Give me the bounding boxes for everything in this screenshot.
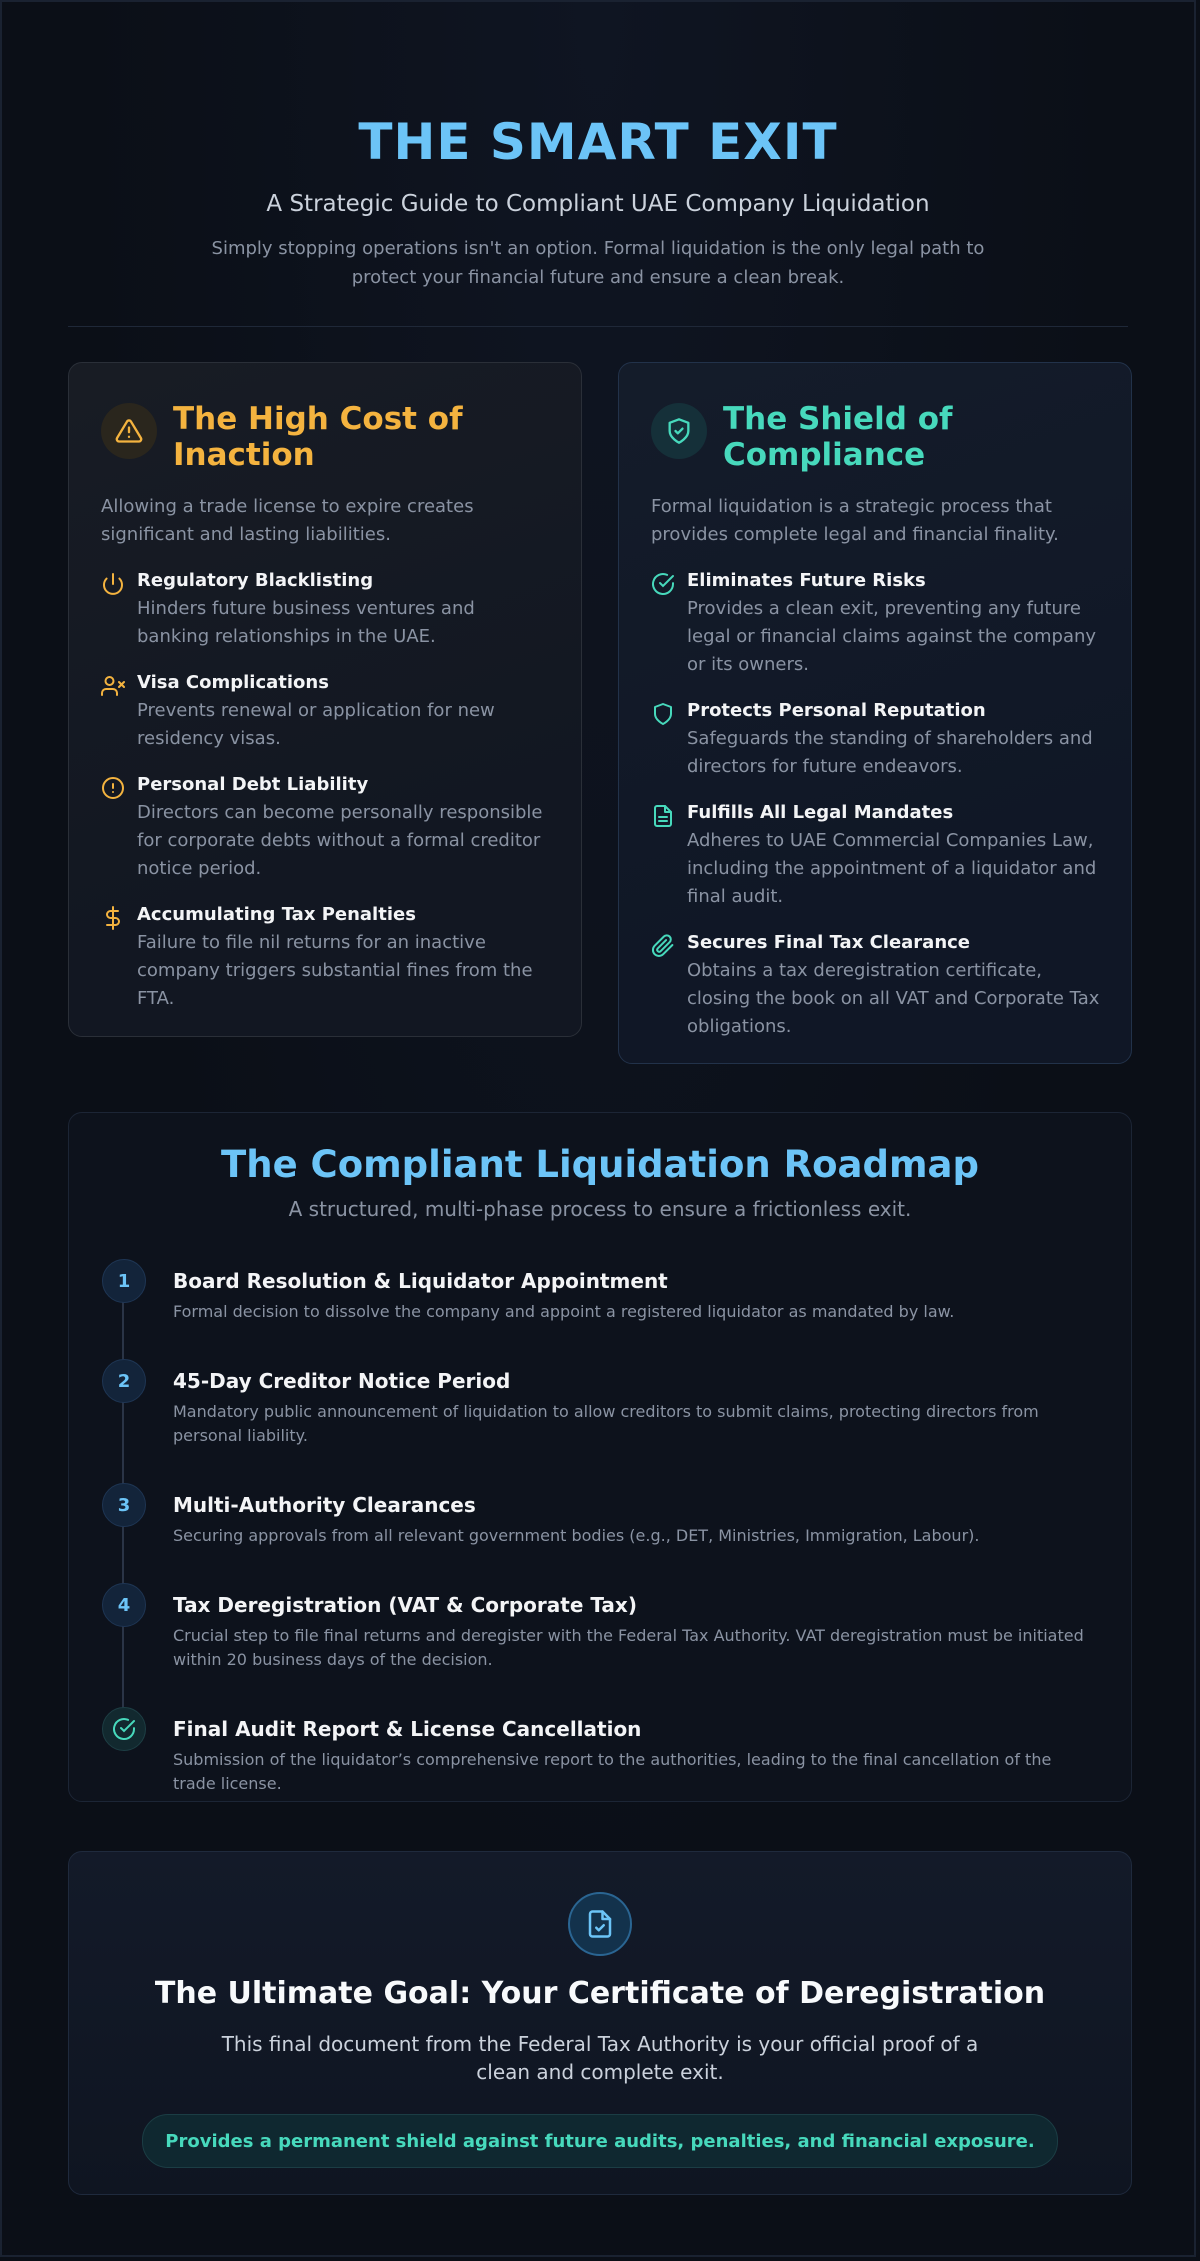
step-number: 2 [102, 1359, 146, 1403]
page-title: THE SMART EXIT [358, 113, 838, 171]
inaction-item-title: Accumulating Tax Penalties [137, 904, 416, 925]
document-icon [651, 804, 675, 828]
comparison-columns [68, 362, 1132, 1064]
header [2, 2, 1194, 292]
compliance-card-header [651, 401, 1101, 473]
roadmap-step [69, 1259, 1131, 1359]
user-x-icon [101, 674, 125, 698]
compliance-item-title: Protects Personal Reputation [687, 700, 986, 721]
compliance-item-text: Provides a clean exit, preventing any future legal or financial claims against the company or its owners. [687, 598, 1097, 675]
compliance-card [618, 362, 1132, 1064]
roadmap-step [69, 1707, 1131, 1797]
inaction-card [68, 362, 582, 1037]
compliance-item [651, 567, 1101, 679]
inaction-card-header [101, 401, 551, 473]
step-text: Submission of the liquidator’s comprehensive report to the authorities, leading to the final cancellation of the trade license. [173, 1750, 1052, 1793]
goal-title: The Ultimate Goal: Your Certificate of Deregistration [154, 1976, 1046, 2011]
compliance-item-title: Eliminates Future Risks [687, 570, 926, 591]
step-text: Formal decision to dissolve the company and appoint a registered liquidator as mandated by law. [173, 1302, 955, 1321]
power-icon [101, 572, 125, 596]
header-divider [68, 326, 1128, 327]
step-title: 45-Day Creditor Notice Period [173, 1369, 511, 1393]
compliance-title: The Shield of Compliance [723, 401, 953, 473]
check-circle-icon [102, 1707, 146, 1751]
step-number: 3 [102, 1483, 146, 1527]
step-title: Final Audit Report & License Cancellation [173, 1717, 642, 1741]
dollar-icon [101, 906, 125, 930]
goal-highlight: Provides a permanent shield against future audits, penalties, and financial exposure. [142, 2114, 1058, 2168]
certificate-icon [568, 1892, 632, 1956]
compliance-item [651, 799, 1101, 911]
inaction-item-text: Prevents renewal or application for new residency visas. [137, 700, 495, 749]
inaction-item-title: Personal Debt Liability [137, 774, 369, 795]
roadmap-section [68, 1112, 1132, 1802]
shield-check-icon [651, 403, 707, 459]
compliance-item [651, 697, 1101, 781]
compliance-item-title: Fulfills All Legal Mandates [687, 802, 954, 823]
step-title: Tax Deregistration (VAT & Corporate Tax) [173, 1593, 637, 1617]
roadmap-step [69, 1483, 1131, 1583]
compliance-item-text: Adheres to UAE Commercial Companies Law, including the appointment of a liquidator and final audit. [687, 830, 1097, 907]
roadmap-title: The Compliant Liquidation Roadmap [220, 1143, 979, 1186]
shield-icon [651, 702, 675, 726]
goal-text: This final document from the Federal Tax Authority is your official proof of a clean and complete exit. [221, 2032, 979, 2084]
inaction-item-text: Hinders future business ventures and banking relationships in the UAE. [137, 598, 475, 647]
compliance-description: Formal liquidation is a strategic process that provides complete legal and financial finality. [651, 496, 1059, 545]
compliance-item [651, 929, 1101, 1041]
step-title: Multi-Authority Clearances [173, 1493, 476, 1517]
warning-icon [101, 403, 157, 459]
step-title: Board Resolution & Liquidator Appointment [173, 1269, 668, 1293]
step-text: Mandatory public announcement of liquidation to allow creditors to submit claims, protecting directors from personal liability. [173, 1402, 1039, 1445]
inaction-item-title: Regulatory Blacklisting [137, 570, 374, 591]
step-number: 4 [102, 1583, 146, 1627]
check-circle-icon [651, 572, 675, 596]
goal-section [68, 1851, 1132, 2195]
roadmap-step [69, 1359, 1131, 1483]
compliance-item-text: Obtains a tax deregistration certificate, closing the book on all VAT and Corporate Tax obligations. [687, 960, 1100, 1037]
inaction-item [101, 771, 551, 883]
roadmap-timeline [69, 1259, 1131, 1797]
inaction-item [101, 901, 551, 1013]
step-text: Crucial step to file final returns and deregister with the Federal Tax Authority. VAT deregistration must be initiated within 20 business days of the decision. [173, 1626, 1084, 1669]
roadmap-step [69, 1583, 1131, 1707]
inaction-item [101, 567, 551, 651]
inaction-item-title: Visa Complications [137, 672, 329, 693]
alert-circle-icon [101, 776, 125, 800]
inaction-title: The High Cost of Inaction [173, 401, 463, 473]
page-intro: Simply stopping operations isn't an option. Formal liquidation is the only legal path to protect your financial future and ensure a clean break. [211, 238, 985, 288]
paperclip-icon [651, 934, 675, 958]
inaction-description: Allowing a trade license to expire creates significant and lasting liabilities. [101, 496, 474, 545]
page-subtitle: A Strategic Guide to Compliant UAE Company Liquidation [266, 191, 930, 217]
inaction-item [101, 669, 551, 753]
compliance-item-text: Safeguards the standing of shareholders and directors for future endeavors. [687, 728, 1093, 777]
step-text: Securing approvals from all relevant government bodies (e.g., DET, Ministries, Immigration, Labour). [173, 1526, 980, 1545]
inaction-item-text: Directors can become personally responsible for corporate debts without a formal creditor notice period. [137, 802, 543, 879]
step-number: 1 [102, 1259, 146, 1303]
inaction-item-text: Failure to file nil returns for an inactive company triggers substantial fines from the FTA. [137, 932, 533, 1009]
roadmap-subtitle: A structured, multi-phase process to ensure a frictionless exit. [288, 1197, 912, 1221]
compliance-item-title: Secures Final Tax Clearance [687, 932, 971, 953]
